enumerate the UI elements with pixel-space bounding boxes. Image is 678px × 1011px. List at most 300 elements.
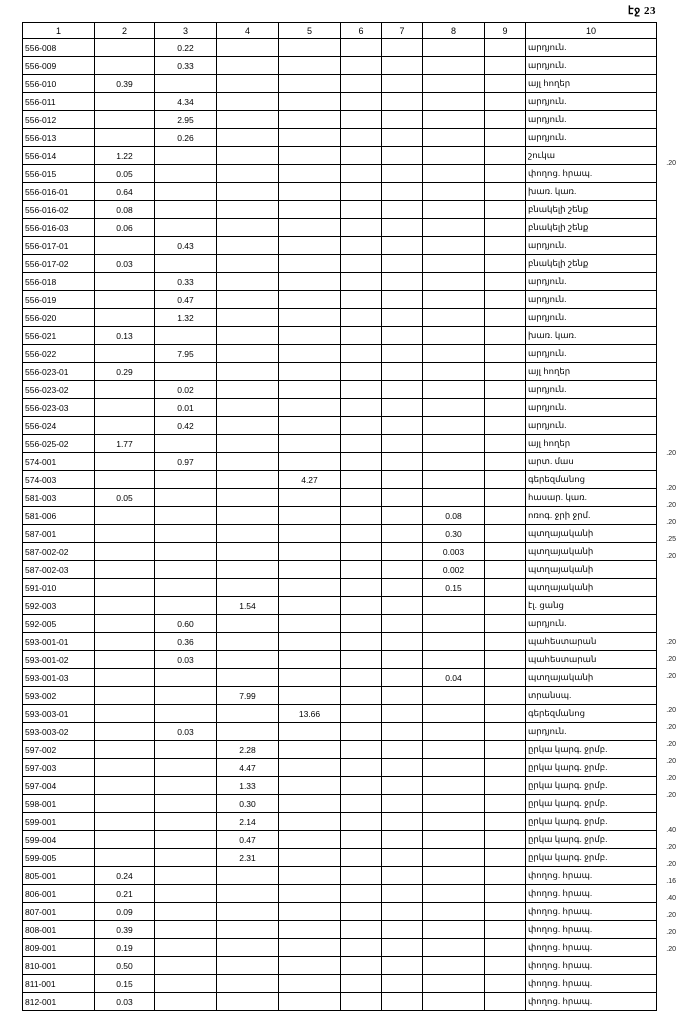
cell-value-col-3: 0.33 — [155, 273, 217, 291]
cell-value-col-7 — [382, 543, 423, 561]
page-number-label: էջ 23 — [627, 5, 656, 17]
cell-value-col-8 — [423, 957, 485, 975]
cell-value-col-2 — [95, 57, 155, 75]
table-row — [23, 489, 657, 507]
cell-value-col-9 — [485, 957, 526, 975]
cell-value-col-5 — [279, 849, 341, 867]
cell-value-col-7 — [382, 831, 423, 849]
cell-value-col-8 — [423, 759, 485, 777]
cell-value-col-5 — [279, 93, 341, 111]
cell-value-col-7 — [382, 939, 423, 957]
cell-value-col-6 — [341, 723, 382, 741]
cell-parcel-code: 556-019 — [23, 291, 95, 309]
cell-value-col-2: 0.21 — [95, 885, 155, 903]
cell-value-col-2 — [95, 129, 155, 147]
cell-value-col-7 — [382, 147, 423, 165]
cell-value-col-7 — [382, 867, 423, 885]
cell-value-col-6 — [341, 489, 382, 507]
cell-value-col-2 — [95, 525, 155, 543]
cell-value-col-8: 0.15 — [423, 579, 485, 597]
cell-value-col-2 — [95, 111, 155, 129]
cell-value-col-9 — [485, 399, 526, 417]
cell-value-col-9 — [485, 669, 526, 687]
cell-value-col-6 — [341, 471, 382, 489]
cell-value-col-9 — [485, 561, 526, 579]
cell-value-col-5 — [279, 57, 341, 75]
cell-value-col-7 — [382, 615, 423, 633]
table-header-row — [23, 23, 657, 39]
cell-land-use: գերեզմանոց — [526, 471, 657, 489]
cell-value-col-9 — [485, 327, 526, 345]
cell-value-col-5 — [279, 201, 341, 219]
cell-value-col-4 — [217, 183, 279, 201]
cell-value-col-6 — [341, 741, 382, 759]
cell-parcel-code: 556-025-02 — [23, 435, 95, 453]
cell-value-col-6 — [341, 813, 382, 831]
cell-value-col-7 — [382, 237, 423, 255]
cell-value-col-6 — [341, 651, 382, 669]
table-row — [23, 147, 657, 165]
cell-parcel-code: 556-016-02 — [23, 201, 95, 219]
cell-parcel-code: 810-001 — [23, 957, 95, 975]
table-row — [23, 669, 657, 687]
cell-value-col-4 — [217, 75, 279, 93]
cell-value-col-3: 0.01 — [155, 399, 217, 417]
cell-value-col-4 — [217, 885, 279, 903]
table-row — [23, 291, 657, 309]
cell-parcel-code: 556-012 — [23, 111, 95, 129]
cell-value-col-2: 0.05 — [95, 489, 155, 507]
cell-value-col-6 — [341, 129, 382, 147]
table-row — [23, 183, 657, 201]
cell-value-col-8 — [423, 57, 485, 75]
cell-value-col-4 — [217, 489, 279, 507]
table-row — [23, 687, 657, 705]
cell-parcel-code: 599-001 — [23, 813, 95, 831]
cell-value-col-5 — [279, 777, 341, 795]
cell-value-col-4 — [217, 129, 279, 147]
cell-parcel-code: 593-002 — [23, 687, 95, 705]
cell-value-col-2 — [95, 561, 155, 579]
cell-value-col-8 — [423, 975, 485, 993]
cell-value-col-6 — [341, 759, 382, 777]
table-row — [23, 57, 657, 75]
table-row — [23, 777, 657, 795]
cell-value-col-8 — [423, 39, 485, 57]
cell-value-col-7 — [382, 93, 423, 111]
cell-value-col-6 — [341, 165, 382, 183]
cell-parcel-code: 556-010 — [23, 75, 95, 93]
cell-value-col-7 — [382, 219, 423, 237]
cell-value-col-5 — [279, 651, 341, 669]
cell-value-col-2: 0.39 — [95, 921, 155, 939]
cell-value-col-8 — [423, 615, 485, 633]
cell-value-col-2 — [95, 579, 155, 597]
table-row — [23, 615, 657, 633]
cell-value-col-8 — [423, 741, 485, 759]
cell-value-col-6 — [341, 219, 382, 237]
cell-value-col-5 — [279, 273, 341, 291]
cell-value-col-2: 0.06 — [95, 219, 155, 237]
cell-value-col-2 — [95, 417, 155, 435]
cell-value-col-2 — [95, 237, 155, 255]
cell-value-col-8 — [423, 147, 485, 165]
cell-parcel-code: 556-023-03 — [23, 399, 95, 417]
cell-value-col-4: 7.99 — [217, 687, 279, 705]
cell-value-col-3: 0.03 — [155, 723, 217, 741]
cell-land-use: փողոց. հրապ. — [526, 903, 657, 921]
cell-value-col-3 — [155, 525, 217, 543]
table-row — [23, 975, 657, 993]
cell-parcel-code: 556-015 — [23, 165, 95, 183]
cell-value-col-7 — [382, 57, 423, 75]
cell-value-col-3: 7.95 — [155, 345, 217, 363]
table-row — [23, 219, 657, 237]
cell-value-col-4 — [217, 471, 279, 489]
cell-parcel-code: 556-022 — [23, 345, 95, 363]
cell-value-col-2 — [95, 759, 155, 777]
cell-parcel-code: 587-002-03 — [23, 561, 95, 579]
cell-value-col-4 — [217, 237, 279, 255]
cell-value-col-8 — [423, 327, 485, 345]
cell-land-use: ըրկա կարգ. ջրմբ. — [526, 759, 657, 777]
cell-value-col-4 — [217, 615, 279, 633]
cell-value-col-7 — [382, 291, 423, 309]
cell-parcel-code: 597-004 — [23, 777, 95, 795]
cell-value-col-4 — [217, 957, 279, 975]
cell-value-col-9 — [485, 705, 526, 723]
cell-value-col-3 — [155, 471, 217, 489]
cell-value-col-3 — [155, 687, 217, 705]
cell-parcel-code: 556-021 — [23, 327, 95, 345]
cell-value-col-6 — [341, 543, 382, 561]
cell-value-col-3 — [155, 579, 217, 597]
margin-note: .20 — [666, 518, 676, 526]
cell-value-col-2 — [95, 453, 155, 471]
cell-value-col-2: 0.50 — [95, 957, 155, 975]
margin-note: .16 — [666, 877, 676, 885]
cell-parcel-code: 808-001 — [23, 921, 95, 939]
column-header: 1 — [23, 23, 95, 39]
table-row — [23, 579, 657, 597]
cell-parcel-code: 556-011 — [23, 93, 95, 111]
cell-value-col-4 — [217, 363, 279, 381]
table-row — [23, 165, 657, 183]
cell-value-col-3 — [155, 993, 217, 1011]
cell-value-col-7 — [382, 633, 423, 651]
cell-value-col-5 — [279, 237, 341, 255]
cell-value-col-6 — [341, 345, 382, 363]
cell-value-col-5 — [279, 75, 341, 93]
cell-land-use: արդյուն. — [526, 399, 657, 417]
cell-value-col-5 — [279, 255, 341, 273]
cell-value-col-3: 0.47 — [155, 291, 217, 309]
cell-parcel-code: 581-003 — [23, 489, 95, 507]
column-header: 3 — [155, 23, 217, 39]
cell-value-col-8 — [423, 129, 485, 147]
cell-value-col-3: 0.03 — [155, 651, 217, 669]
cell-value-col-9 — [485, 39, 526, 57]
cell-value-col-5 — [279, 543, 341, 561]
cell-value-col-5 — [279, 183, 341, 201]
cell-value-col-7 — [382, 813, 423, 831]
cell-value-col-4 — [217, 921, 279, 939]
cell-land-use: փողոց. հրապ. — [526, 867, 657, 885]
cell-value-col-5 — [279, 561, 341, 579]
cell-land-use: տրանսպ. — [526, 687, 657, 705]
cell-parcel-code: 581-006 — [23, 507, 95, 525]
cell-value-col-3: 2.95 — [155, 111, 217, 129]
cell-value-col-6 — [341, 705, 382, 723]
cell-value-col-7 — [382, 903, 423, 921]
cell-value-col-7 — [382, 993, 423, 1011]
cell-value-col-9 — [485, 723, 526, 741]
cell-value-col-2: 0.03 — [95, 993, 155, 1011]
cell-value-col-6 — [341, 453, 382, 471]
table-row — [23, 93, 657, 111]
cell-value-col-4 — [217, 543, 279, 561]
cell-value-col-9 — [485, 939, 526, 957]
cell-value-col-3 — [155, 903, 217, 921]
cell-value-col-9 — [485, 507, 526, 525]
cell-value-col-9 — [485, 93, 526, 111]
cell-value-col-2 — [95, 741, 155, 759]
table-row — [23, 417, 657, 435]
cell-value-col-2 — [95, 669, 155, 687]
table-row — [23, 111, 657, 129]
column-header: 9 — [485, 23, 526, 39]
cell-value-col-4 — [217, 651, 279, 669]
cell-value-col-3: 0.97 — [155, 453, 217, 471]
cell-value-col-2: 0.03 — [95, 255, 155, 273]
cell-value-col-3: 0.60 — [155, 615, 217, 633]
cell-parcel-code: 811-001 — [23, 975, 95, 993]
cell-parcel-code: 556-017-01 — [23, 237, 95, 255]
cell-value-col-9 — [485, 381, 526, 399]
cell-value-col-9 — [485, 435, 526, 453]
cell-value-col-8: 0.08 — [423, 507, 485, 525]
cell-value-col-7 — [382, 723, 423, 741]
table-row — [23, 327, 657, 345]
cell-value-col-3 — [155, 921, 217, 939]
cell-value-col-9 — [485, 129, 526, 147]
cell-value-col-8 — [423, 939, 485, 957]
cell-value-col-3: 0.26 — [155, 129, 217, 147]
cell-value-col-4: 4.47 — [217, 759, 279, 777]
cell-value-col-9 — [485, 597, 526, 615]
table-row — [23, 705, 657, 723]
cell-value-col-9 — [485, 795, 526, 813]
cell-value-col-8 — [423, 777, 485, 795]
cell-value-col-5 — [279, 831, 341, 849]
cell-value-col-2 — [95, 291, 155, 309]
cell-parcel-code: 806-001 — [23, 885, 95, 903]
cell-value-col-9 — [485, 687, 526, 705]
cell-value-col-8 — [423, 309, 485, 327]
cell-value-col-5 — [279, 399, 341, 417]
cell-land-use: փողոց. հրապ. — [526, 885, 657, 903]
cell-value-col-6 — [341, 201, 382, 219]
margin-note: .20 — [666, 159, 676, 167]
cell-value-col-3 — [155, 561, 217, 579]
cell-value-col-5 — [279, 993, 341, 1011]
cell-value-col-3 — [155, 147, 217, 165]
table-row — [23, 309, 657, 327]
cell-value-col-7 — [382, 759, 423, 777]
cell-parcel-code: 593-001-01 — [23, 633, 95, 651]
cell-land-use: ըրկա կարգ. ջրմբ. — [526, 795, 657, 813]
cell-value-col-2: 0.15 — [95, 975, 155, 993]
cell-value-col-7 — [382, 165, 423, 183]
cell-value-col-5 — [279, 813, 341, 831]
cell-value-col-3 — [155, 435, 217, 453]
cell-value-col-3: 4.34 — [155, 93, 217, 111]
table-body — [23, 39, 657, 1011]
cell-value-col-6 — [341, 687, 382, 705]
cell-value-col-4: 2.14 — [217, 813, 279, 831]
cell-value-col-8 — [423, 219, 485, 237]
cell-value-col-6 — [341, 795, 382, 813]
cell-value-col-4 — [217, 867, 279, 885]
cell-land-use: հասար. կառ. — [526, 489, 657, 507]
cell-value-col-5 — [279, 633, 341, 651]
cell-value-col-6 — [341, 867, 382, 885]
cell-value-col-5 — [279, 345, 341, 363]
cell-parcel-code: 593-003-01 — [23, 705, 95, 723]
cell-value-col-4 — [217, 975, 279, 993]
cell-value-col-8: 0.002 — [423, 561, 485, 579]
cell-value-col-8 — [423, 453, 485, 471]
cell-land-use: ըրկա կարգ. ջրմբ. — [526, 849, 657, 867]
cell-value-col-4 — [217, 39, 279, 57]
cell-value-col-7 — [382, 597, 423, 615]
margin-note: .20 — [666, 501, 676, 509]
cell-value-col-7 — [382, 795, 423, 813]
cell-value-col-4 — [217, 669, 279, 687]
table-row — [23, 453, 657, 471]
cell-value-col-7 — [382, 849, 423, 867]
cell-land-use: պահեստարան — [526, 633, 657, 651]
table-row — [23, 795, 657, 813]
table-row — [23, 75, 657, 93]
cell-parcel-code: 599-004 — [23, 831, 95, 849]
cell-value-col-4 — [217, 381, 279, 399]
cell-parcel-code: 556-009 — [23, 57, 95, 75]
cell-value-col-6 — [341, 939, 382, 957]
column-header: 6 — [341, 23, 382, 39]
cell-value-col-2 — [95, 615, 155, 633]
cell-value-col-2: 0.39 — [95, 75, 155, 93]
cell-land-use: բնակելի շենք — [526, 201, 657, 219]
cell-value-col-3 — [155, 867, 217, 885]
margin-note: .20 — [666, 758, 676, 766]
table-row — [23, 273, 657, 291]
cell-land-use: ըրկա կարգ. ջրմբ. — [526, 741, 657, 759]
cell-value-col-2 — [95, 345, 155, 363]
cell-land-use: էլ. ցանց — [526, 597, 657, 615]
cell-value-col-7 — [382, 705, 423, 723]
cell-value-col-4 — [217, 327, 279, 345]
cell-land-use: պտղայականի — [526, 579, 657, 597]
cell-parcel-code: 593-001-02 — [23, 651, 95, 669]
cell-land-use: արդյուն. — [526, 723, 657, 741]
cell-value-col-7 — [382, 471, 423, 489]
cell-value-col-7 — [382, 453, 423, 471]
margin-note: .20 — [666, 946, 676, 954]
cell-value-col-7 — [382, 309, 423, 327]
cell-value-col-5 — [279, 957, 341, 975]
cell-value-col-9 — [485, 543, 526, 561]
cell-value-col-3: 0.43 — [155, 237, 217, 255]
cell-value-col-5 — [279, 363, 341, 381]
cell-value-col-8 — [423, 237, 485, 255]
table-row — [23, 237, 657, 255]
table-row — [23, 993, 657, 1011]
cell-value-col-5 — [279, 615, 341, 633]
cell-parcel-code: 574-001 — [23, 453, 95, 471]
cell-value-col-8 — [423, 489, 485, 507]
cell-value-col-2: 0.19 — [95, 939, 155, 957]
cell-value-col-7 — [382, 921, 423, 939]
cell-value-col-3 — [155, 543, 217, 561]
cell-value-col-3 — [155, 363, 217, 381]
cell-value-col-6 — [341, 507, 382, 525]
cell-value-col-3 — [155, 777, 217, 795]
table-row — [23, 597, 657, 615]
table-row — [23, 885, 657, 903]
cell-value-col-4 — [217, 723, 279, 741]
cell-parcel-code: 599-005 — [23, 849, 95, 867]
cell-land-use: գերեզմանոց — [526, 705, 657, 723]
cell-value-col-4 — [217, 165, 279, 183]
cell-value-col-5 — [279, 579, 341, 597]
table-row — [23, 759, 657, 777]
margin-note: .20 — [666, 638, 676, 646]
cell-value-col-5 — [279, 975, 341, 993]
cell-parcel-code: 556-018 — [23, 273, 95, 291]
cell-value-col-8 — [423, 93, 485, 111]
cell-value-col-6 — [341, 183, 382, 201]
cell-value-col-7 — [382, 957, 423, 975]
cell-value-col-3 — [155, 741, 217, 759]
cell-value-col-2: 0.64 — [95, 183, 155, 201]
cell-value-col-7 — [382, 669, 423, 687]
cell-parcel-code: 597-002 — [23, 741, 95, 759]
cell-value-col-2: 1.22 — [95, 147, 155, 165]
column-header: 7 — [382, 23, 423, 39]
cell-value-col-6 — [341, 273, 382, 291]
cell-value-col-3: 0.42 — [155, 417, 217, 435]
cell-value-col-5 — [279, 525, 341, 543]
cell-value-col-8 — [423, 597, 485, 615]
cell-value-col-2 — [95, 309, 155, 327]
cell-value-col-3: 0.22 — [155, 39, 217, 57]
cell-value-col-2 — [95, 705, 155, 723]
cell-value-col-2 — [95, 39, 155, 57]
cell-value-col-9 — [485, 453, 526, 471]
cell-value-col-6 — [341, 255, 382, 273]
cell-value-col-8 — [423, 111, 485, 129]
cell-value-col-4 — [217, 525, 279, 543]
cell-land-use: արդյուն. — [526, 273, 657, 291]
cell-land-use: արդյուն. — [526, 57, 657, 75]
cell-parcel-code: 556-016-01 — [23, 183, 95, 201]
cell-value-col-9 — [485, 165, 526, 183]
cell-land-use: արդյուն. — [526, 291, 657, 309]
cell-value-col-8 — [423, 849, 485, 867]
cell-value-col-9 — [485, 237, 526, 255]
cell-value-col-8 — [423, 399, 485, 417]
